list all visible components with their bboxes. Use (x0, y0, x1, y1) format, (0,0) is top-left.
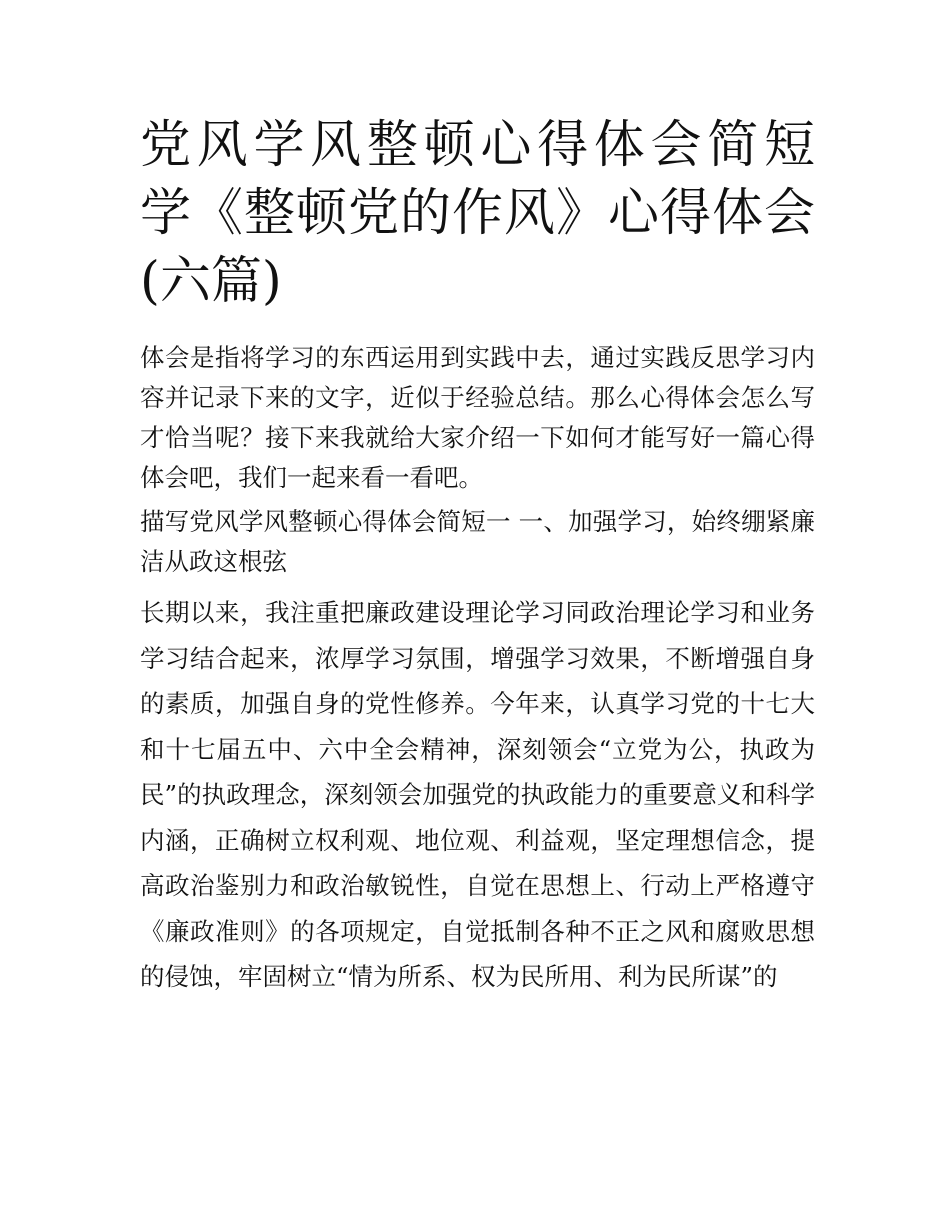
document-title: 党风学风整顿心得体会简短 学《整顿党的作风》心得体会(六篇) (140, 116, 815, 311)
intro-paragraph: 体会是指将学习的东西运用到实践中去，通过实践反思学习内容并记录下来的文字，近似于经验总结。那么心得体会怎么写才恰当呢？接下来我就给大家介绍一下如何才能写好一篇心得体会吧，我们一起来看一看吧。 (140, 343, 815, 492)
document-page (140, 112, 815, 1000)
body-paragraph: 长期以来，我注重把廉政建设理论学习同政治理论学习和业务学习结合起来，浓厚学习氛围，增强学习效果，不断增强自身的素质，加强自身的党性修养。今年来，认真学习党的十七大和十七届五中、六中全会精神，深刻领会“立党为公，执政为民”的执政理念，深刻领会加强党的执政能力的重要意义和科学内涵，正确树立权利观、地位观、利益观，坚定理想信念，提高政治鉴别力和政治敏锐性，自觉在思想上、行动上严格遵守《廉政准则》的各项规定，自觉抵制各种不正之风和腐败思想的侵蚀，牢固树立“情为所系、权为民所用、利为民所谋”的 (140, 598, 815, 991)
section-heading: 描写党风学风整顿心得体会简短一 一、加强学习，始终绷紧廉洁从政这根弦 (140, 507, 815, 576)
